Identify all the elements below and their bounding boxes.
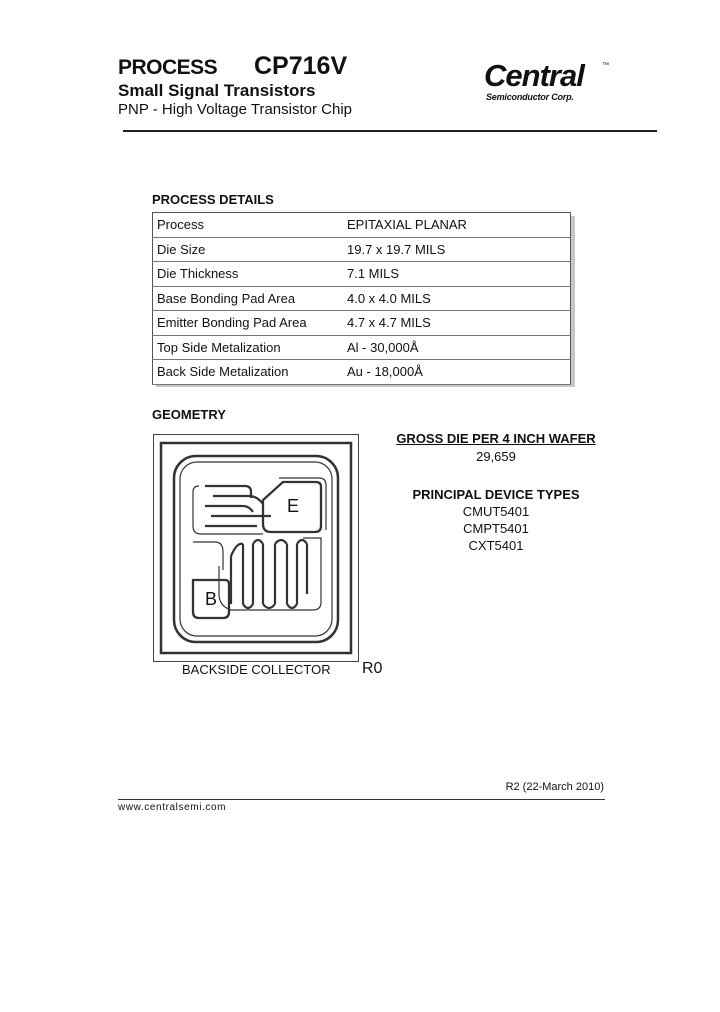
table-row	[153, 262, 571, 287]
row-value: 4.7 x 4.7 MILS	[343, 311, 571, 336]
row-value: EPITAXIAL PLANAR	[343, 213, 571, 238]
row-value: Au - 18,000Å	[343, 360, 571, 385]
process-details-table	[152, 212, 571, 385]
wafer-die-count: 29,659	[476, 449, 516, 464]
row-label: Base Bonding Pad Area	[153, 286, 344, 311]
process-details-title: PROCESS DETAILS	[152, 192, 274, 207]
row-value: 7.1 MILS	[343, 262, 571, 287]
geometry-revision: R0	[362, 660, 383, 677]
logo-tagline: Semiconductor Corp.	[486, 92, 574, 102]
device-type-item: CXT5401	[468, 538, 524, 553]
footer-url[interactable]: www.centralsemi.com	[118, 802, 227, 813]
product-subtitle: Small Signal Transistors	[118, 81, 316, 100]
product-description: PNP - High Voltage Transistor Chip	[118, 101, 353, 118]
central-logo	[484, 60, 608, 102]
row-label: Process	[153, 213, 344, 238]
row-label: Back Side Metalization	[153, 360, 344, 385]
table-row	[153, 360, 571, 385]
row-label: Die Size	[153, 237, 344, 262]
revision-note: R2 (22-March 2010)	[505, 781, 604, 793]
row-value: Al - 30,000Å	[343, 335, 571, 360]
logo-trademark: ™	[602, 62, 609, 69]
table-row	[153, 311, 571, 336]
table-row	[153, 213, 571, 238]
table-row	[153, 286, 571, 311]
die-geometry-diagram	[153, 434, 359, 662]
header-divider	[123, 130, 657, 132]
wafer-title: GROSS DIE PER 4 INCH WAFER	[396, 431, 596, 446]
logo-name: Central	[484, 58, 584, 93]
base-label: B	[204, 589, 218, 609]
emitter-label: E	[286, 496, 300, 516]
process-label: PROCESS	[118, 56, 218, 79]
footer-divider	[118, 799, 605, 800]
process-number: CP716V	[254, 52, 348, 80]
geometry-title: GEOMETRY	[152, 407, 226, 422]
row-label: Emitter Bonding Pad Area	[153, 311, 344, 336]
row-value: 19.7 x 19.7 MILS	[343, 237, 571, 262]
row-value: 4.0 x 4.0 MILS	[343, 286, 571, 311]
backside-collector-label: BACKSIDE COLLECTOR	[182, 662, 331, 677]
device-type-item: CMPT5401	[463, 521, 529, 536]
device-type-item: CMUT5401	[462, 504, 530, 519]
table-row	[153, 335, 571, 360]
table-row	[153, 237, 571, 262]
row-label: Top Side Metalization	[153, 335, 344, 360]
row-label: Die Thickness	[153, 262, 344, 287]
device-types-title: PRINCIPAL DEVICE TYPES	[412, 487, 580, 502]
